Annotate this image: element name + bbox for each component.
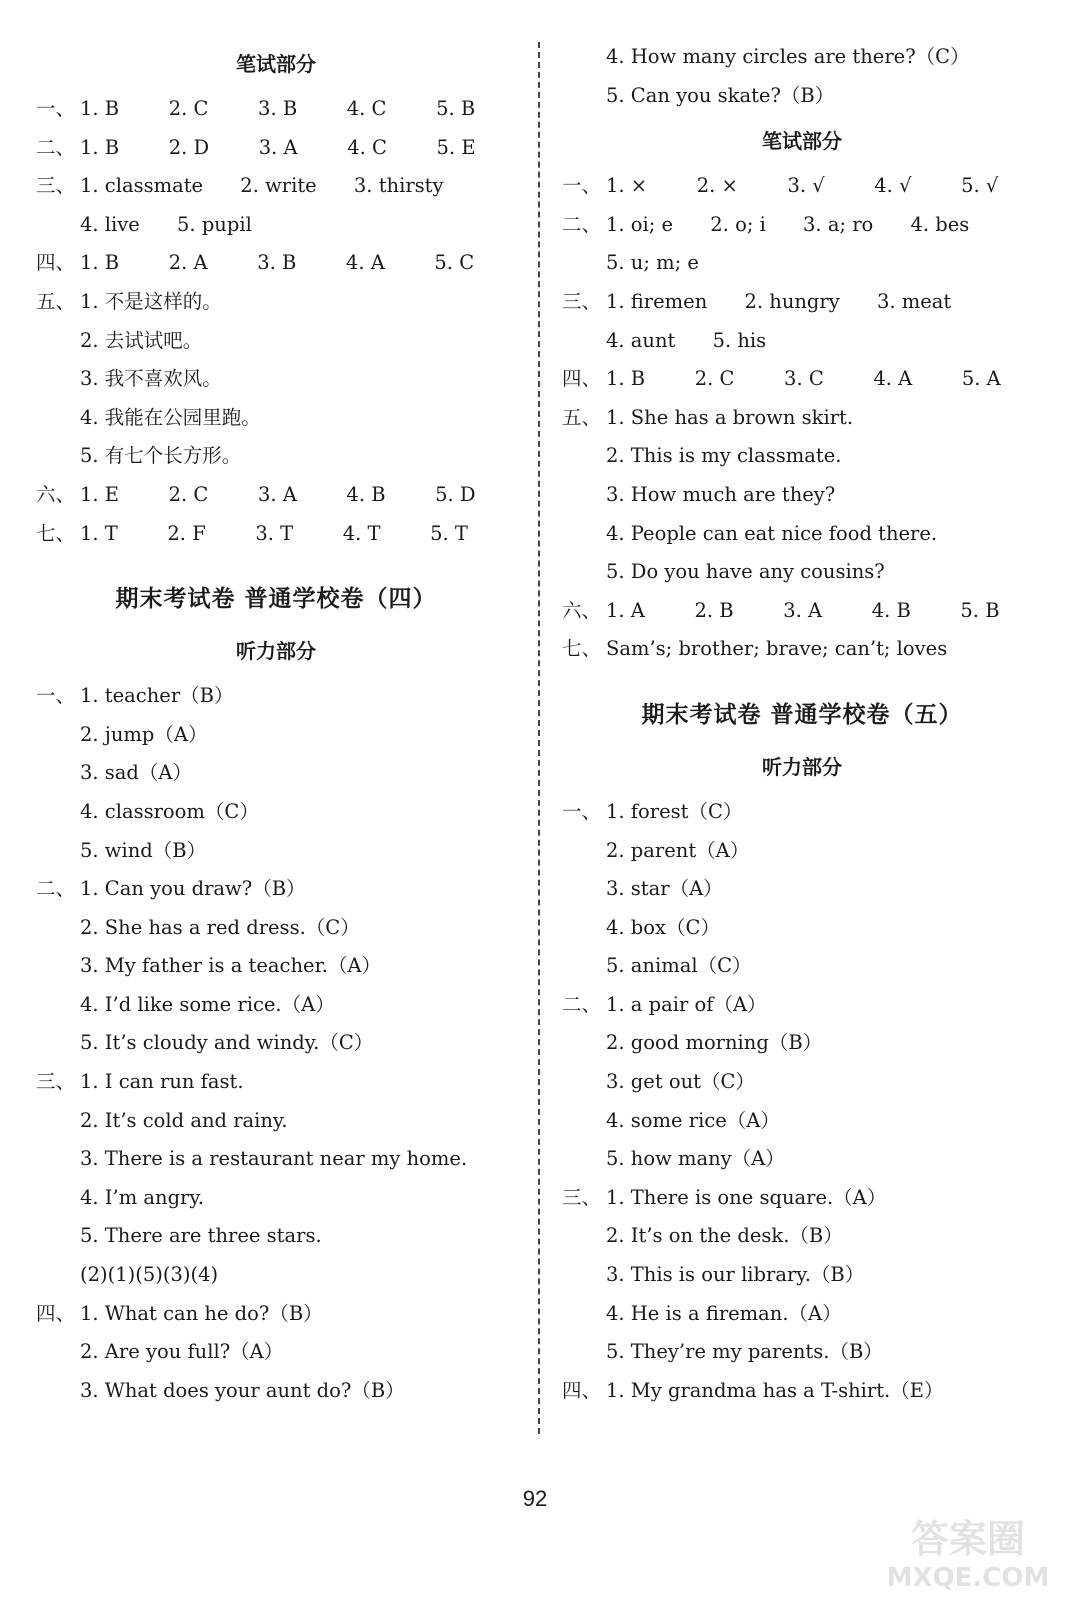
answer-text: 4. People can eat nice food there. [606, 521, 938, 545]
answer-line [36, 1140, 516, 1179]
answer-line [562, 1140, 1042, 1179]
answer-line [562, 399, 1042, 438]
answer-text: 3. My father is a teacher.（A） [80, 954, 382, 978]
answer-line [562, 360, 1042, 399]
answer-text: 3. How much are they? [606, 482, 836, 506]
answer-text: 1. Can you draw?（B） [80, 877, 306, 901]
answer-text: 1. I can run fast. [80, 1070, 244, 1094]
answer-line [562, 1179, 1042, 1218]
answer-line [562, 437, 1042, 476]
answer-text: 1. What can he do?（B） [80, 1301, 323, 1325]
answer-line [562, 592, 1042, 631]
question-number: 一、 [36, 684, 76, 708]
answer-text: 1. B 2. C 3. C 4. A 5. A [606, 367, 1001, 391]
question-number: 五、 [36, 289, 76, 313]
question-number: 三、 [562, 1185, 602, 1209]
answer-text: 3. There is a restaurant near my home. [80, 1147, 468, 1171]
answer-line [562, 167, 1042, 206]
answer-line [36, 90, 516, 129]
answer-line [36, 437, 516, 476]
question-number: 七、 [36, 521, 76, 545]
answer-text: 4. He is a fireman.（A） [606, 1301, 842, 1325]
answer-text: 2. parent（A） [606, 838, 750, 862]
answer-text: 4. 我能在公园里跑。 [80, 405, 261, 429]
answer-line [562, 283, 1042, 322]
answer-text: 4. How many circles are there?（C） [606, 45, 970, 68]
answer-line [36, 1102, 516, 1141]
answer-text: 3. get out（C） [606, 1070, 755, 1094]
answer-line [36, 909, 516, 948]
answer-line [36, 322, 516, 361]
answer-line [36, 793, 516, 832]
spacer [36, 553, 516, 573]
answer-text: 5. There are three stars. [80, 1224, 322, 1248]
question-number: 四、 [562, 367, 602, 391]
answer-line [562, 244, 1042, 283]
answer-line [562, 1295, 1042, 1334]
question-number: 四、 [36, 251, 76, 275]
answer-text: 5. how many（A） [606, 1147, 785, 1171]
answer-text: 5. animal（C） [606, 954, 752, 978]
answer-line [562, 832, 1042, 871]
answer-text: 5. It’s cloudy and windy.（C） [80, 1031, 374, 1055]
section-heading: 笔试部分 [762, 129, 842, 154]
question-number: 一、 [36, 97, 76, 120]
exam-title: 期末考试卷 普通学校卷（四） [115, 586, 437, 613]
answer-line [562, 1256, 1042, 1295]
section-heading: 听力部分 [762, 754, 842, 779]
answer-text: (2)(1)(5)(3)(4) [80, 1263, 219, 1287]
answer-text: 2. It’s cold and rainy. [80, 1108, 288, 1132]
answer-text: 5. wind（B） [80, 838, 207, 862]
question-number: 五、 [562, 405, 602, 429]
answer-line [36, 399, 516, 438]
answer-text: 4. aunt 5. his [606, 328, 767, 352]
answer-line [562, 947, 1042, 986]
answer-line [36, 832, 516, 871]
answer-text: 2. jump（A） [80, 722, 208, 746]
question-number: 二、 [562, 992, 602, 1016]
answer-line [36, 986, 516, 1025]
question-number: 四、 [562, 1378, 602, 1402]
question-number: 一、 [562, 174, 602, 198]
answer-text: 3. sad（A） [80, 761, 193, 785]
answer-text: 4. I’d like some rice.（A） [80, 992, 335, 1016]
answer-text: 1. forest（C） [606, 799, 743, 823]
answer-line [562, 206, 1042, 245]
left-column [36, 38, 516, 1410]
spacer [562, 669, 1042, 689]
answer-text: 1. My grandma has a T-shirt.（E） [606, 1378, 944, 1402]
answer-text: 2. It’s on the desk.（B） [606, 1224, 843, 1248]
exam-title: 期末考试卷 普通学校卷（五） [641, 701, 963, 728]
answer-line [36, 360, 516, 399]
answer-line [36, 1333, 516, 1372]
answer-line [36, 754, 516, 793]
answer-text: 1. A 2. B 3. A 4. B 5. B [606, 598, 1000, 622]
question-number: 六、 [562, 598, 602, 622]
answer-text: 1. E 2. C 3. A 4. B 5. D [80, 482, 476, 506]
answer-line [562, 38, 1042, 77]
answer-text: 2. good morning（B） [606, 1031, 823, 1055]
answer-text: Sam’s; brother; brave; can’t; loves [606, 637, 948, 661]
answer-line [562, 1024, 1042, 1063]
answer-text: 5. 有七个长方形。 [80, 444, 242, 468]
watermark-bottom: MXQE.COM [886, 1563, 1050, 1593]
answer-text: 3. star（A） [606, 877, 723, 901]
question-number: 一、 [562, 799, 602, 823]
answer-text: 1. B 2. D 3. A 4. C 5. E [80, 135, 476, 159]
question-number: 三、 [562, 289, 602, 313]
answer-text: 4. live 5. pupil [80, 212, 252, 236]
page-number: 92 [522, 1486, 548, 1511]
answer-text: 1. B 2. C 3. B 4. C 5. B [80, 97, 476, 120]
question-number: 二、 [36, 135, 76, 159]
answer-text: 4. some rice（A） [606, 1108, 780, 1132]
answer-text: 1. firemen 2. hungry 3. meat [606, 289, 952, 313]
answer-line [562, 1063, 1042, 1102]
question-number: 二、 [36, 877, 76, 901]
answer-line [36, 1179, 516, 1218]
section-heading: 听力部分 [236, 639, 316, 664]
watermark-top: 答案圈 [910, 1517, 1026, 1561]
answer-text: 1. 不是这样的。 [80, 289, 222, 313]
answer-line [36, 129, 516, 168]
answer-text: 1. T 2. F 3. T 4. T 5. T [80, 521, 468, 545]
answer-line [562, 476, 1042, 515]
answer-text: 1. a pair of（A） [606, 992, 767, 1016]
answer-text: 3. 我不喜欢风。 [80, 367, 222, 391]
answer-text: 1. × 2. × 3. √ 4. √ 5. √ [606, 174, 999, 198]
answer-line [562, 909, 1042, 948]
answer-line [562, 630, 1042, 669]
question-number: 七、 [562, 637, 602, 661]
question-number: 三、 [36, 174, 76, 198]
answer-text: 1. She has a brown skirt. [606, 405, 854, 429]
answer-text: 4. I’m angry. [80, 1185, 205, 1209]
answer-line [36, 1024, 516, 1063]
answer-line [36, 1295, 516, 1334]
answer-text: 2. This is my classmate. [606, 444, 842, 468]
column-divider [538, 42, 540, 1434]
answer-line [36, 1256, 516, 1295]
answer-text: 2. She has a red dress.（C） [80, 915, 360, 939]
answer-line [562, 322, 1042, 361]
answer-text: 5. They’re my parents.（B） [606, 1340, 883, 1364]
section-heading: 笔试部分 [236, 52, 316, 76]
answer-text: 4. box（C） [606, 915, 720, 939]
right-column [562, 38, 1042, 1410]
answer-line [36, 870, 516, 909]
answer-line [36, 677, 516, 716]
answer-line [562, 986, 1042, 1025]
answer-line [36, 1217, 516, 1256]
answer-line [36, 1063, 516, 1102]
answer-line [36, 283, 516, 322]
answer-text: 5. Can you skate?（B） [606, 83, 835, 107]
question-number: 三、 [36, 1070, 76, 1094]
question-number: 四、 [36, 1301, 76, 1325]
watermark-logo [878, 1508, 1058, 1594]
answer-text: 3. This is our library.（B） [606, 1263, 865, 1287]
answer-line [36, 947, 516, 986]
answer-line [36, 716, 516, 755]
answer-line [562, 1217, 1042, 1256]
answer-text: 1. teacher（B） [80, 684, 234, 708]
answer-text: 4. classroom（C） [80, 799, 259, 823]
answer-line [36, 167, 516, 206]
answer-line [562, 1333, 1042, 1372]
answer-text: 1. classmate 2. write 3. thirsty [80, 174, 444, 198]
question-number: 六、 [36, 482, 76, 506]
answer-text: 5. Do you have any cousins? [606, 560, 885, 584]
answer-text: 1. oi; e 2. o; i 3. a; ro 4. bes [606, 212, 970, 236]
answer-line [562, 870, 1042, 909]
answer-line [36, 515, 516, 554]
answer-text: 5. u; m; e [606, 251, 699, 275]
answer-line [36, 476, 516, 515]
answer-text: 3. What does your aunt do?（B） [80, 1378, 405, 1402]
answer-text: 2. 去试试吧。 [80, 328, 203, 352]
answer-line [562, 77, 1042, 116]
answer-line [36, 1372, 516, 1411]
answer-line [562, 515, 1042, 554]
question-number: 二、 [562, 212, 602, 236]
answer-text: 1. B 2. A 3. B 4. A 5. C [80, 251, 475, 275]
answer-line [562, 1102, 1042, 1141]
answer-line [36, 206, 516, 245]
answer-line [562, 793, 1042, 832]
answer-line [36, 244, 516, 283]
answer-line [562, 553, 1042, 592]
answer-text: 1. There is one square.（A） [606, 1185, 887, 1209]
answer-line [562, 1372, 1042, 1411]
answer-text: 2. Are you full?（A） [80, 1340, 284, 1364]
